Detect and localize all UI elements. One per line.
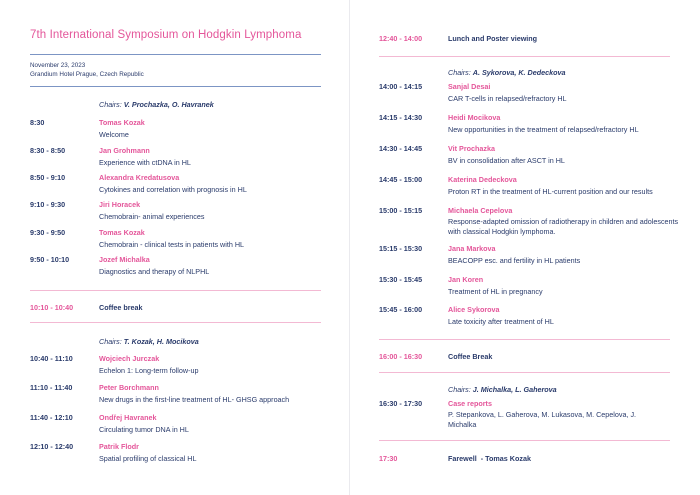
section-divider <box>30 322 321 323</box>
talk-speaker: Tomas Kozak <box>99 228 145 237</box>
talk-title: Chemobrain - clinical tests in patients with HL <box>99 240 245 249</box>
talk-speaker: Jana Markova <box>448 244 496 253</box>
talk-title: Late toxicity after treatment of HL <box>448 317 554 326</box>
talk-time: 8:30 - 8:50 <box>30 146 66 155</box>
talk-time: 15:00 - 15:15 <box>379 206 423 215</box>
section-divider <box>379 339 670 340</box>
coffee-time: 16:00 - 16:30 <box>379 352 423 361</box>
talk-title: Chemobrain- animal experiences <box>99 212 205 221</box>
talk-speaker: Jozef Michalka <box>99 255 150 264</box>
talk-time: 10:40 - 11:10 <box>30 354 73 363</box>
talk-time: 15:45 - 16:00 <box>379 305 423 314</box>
coffee-label: Coffee Break <box>448 352 493 361</box>
talk-time: 14:00 - 14:15 <box>379 82 423 91</box>
chairs-names: T. Kozak, H. Mocikova <box>123 337 199 346</box>
lunch-label: Lunch and Poster viewing <box>448 34 538 43</box>
talk-title: Proton RT in the treatment of HL-current position and our results <box>448 187 653 196</box>
talk-speaker: Wojciech Jurczak <box>99 354 160 363</box>
talk-time: 14:15 - 14:30 <box>379 113 423 122</box>
talk-speaker: Jan Grohmann <box>99 146 150 155</box>
chairs-label: Chairs: <box>99 337 122 346</box>
talk-title: Echelon 1: Long-term follow-up <box>99 366 199 375</box>
session3-chairs <box>448 68 565 77</box>
talk-time: 16:30 - 17:30 <box>379 399 423 408</box>
talk-speaker: Sanjal Desai <box>448 82 491 91</box>
event-date: November 23, 2023 <box>30 62 86 69</box>
chairs-names: A. Sykorova, K. Dedeckova <box>472 68 566 77</box>
talk-title: New opportunities in the treatment of relapsed/refractory HL <box>448 125 639 134</box>
talk-time: 11:10 - 11:40 <box>30 383 73 392</box>
talk-time: 9:50 - 10:10 <box>30 255 70 264</box>
talk-title: Welcome <box>99 130 129 139</box>
talk-title: New drugs in the first-line treatment of HL- GHSG approach <box>99 395 290 404</box>
talk-speaker: Vit Prochazka <box>448 144 496 153</box>
talk-title: P. Stepankova, L. Gaherova, M. Lukasova, M. Cepelova, J. Michalka <box>448 410 637 429</box>
talk-title: BEACOPP esc. and fertility in HL patients <box>448 256 581 265</box>
talk-title: Response-adapted omission of radiotherapy in children and adolescents with classical Hodgkin lymphoma. <box>448 217 679 236</box>
section-divider <box>30 290 321 291</box>
chairs-names: J. Michalka, L. Gaherova <box>472 385 557 394</box>
talk-speaker: Tomas Kozak <box>99 118 145 127</box>
farewell-time: 17:30 <box>379 454 398 463</box>
session2-chairs <box>99 337 199 346</box>
farewell-label: Farewell - Tomas Kozak <box>448 454 531 463</box>
talk-speaker: Jiri Horacek <box>99 200 141 209</box>
talk-speaker: Alice Sykorova <box>448 305 500 314</box>
session4-chairs <box>448 385 557 394</box>
talk-speaker: Katerina Dedeckova <box>448 175 517 184</box>
talk-title: Diagnostics and therapy of NLPHL <box>99 267 210 276</box>
program-page-right <box>350 0 700 495</box>
talk-time: 8:30 <box>30 118 45 127</box>
lunch-time: 12:40 - 14:00 <box>379 34 423 43</box>
chairs-label: Chairs: <box>99 100 122 109</box>
talk-title: Experience with ctDNA in HL <box>99 158 191 167</box>
talk-time: 14:30 - 14:45 <box>379 144 423 153</box>
talk-title: Treatment of HL in pregnancy <box>448 287 543 296</box>
talk-speaker: Ondřej Havranek <box>99 413 157 422</box>
talk-title: BV in consolidation after ASCT in HL <box>448 156 565 165</box>
talk-time: 9:10 - 9:30 <box>30 200 66 209</box>
talk-title: Circulating tumor DNA in HL <box>99 425 189 434</box>
talk-speaker: Case reports <box>448 399 492 408</box>
venue-divider <box>30 86 321 87</box>
coffee-time: 10:10 - 10:40 <box>30 303 74 312</box>
title-divider <box>30 54 321 55</box>
talk-speaker: Peter Borchmann <box>99 383 159 392</box>
talk-title: CAR T-cells in relapsed/refractory HL <box>448 94 567 103</box>
chairs-label: Chairs: <box>448 385 471 394</box>
talk-title: Spatial profiling of classical HL <box>99 454 197 463</box>
section-divider <box>379 56 670 57</box>
session1-chairs <box>99 100 214 109</box>
talk-time: 8:50 - 9:10 <box>30 173 66 182</box>
section-divider <box>379 440 670 441</box>
talk-speaker: Heidi Mocikova <box>448 113 501 122</box>
talk-speaker: Alexandra Kredatusova <box>99 173 180 182</box>
section-divider <box>379 372 670 373</box>
talk-time: 15:30 - 15:45 <box>379 275 423 284</box>
talk-speaker: Jan Koren <box>448 275 484 284</box>
event-venue: Grandium Hotel Prague, Czech Republic <box>30 71 144 78</box>
chairs-names: V. Prochazka, O. Havranek <box>123 100 214 109</box>
symposium-title: 7th International Symposium on Hodgkin Lymphoma <box>30 29 302 41</box>
chairs-label: Chairs: <box>448 68 471 77</box>
talk-time: 9:30 - 9:50 <box>30 228 66 237</box>
talk-speaker: Michaela Cepelova <box>448 206 513 215</box>
talk-title: Cytokines and correlation with prognosis in HL <box>99 185 247 194</box>
talk-time: 15:15 - 15:30 <box>379 244 423 253</box>
talk-time: 12:10 - 12:40 <box>30 442 74 451</box>
talk-speaker: Patrik Flodr <box>99 442 139 451</box>
talk-time: 14:45 - 15:00 <box>379 175 423 184</box>
talk-time: 11:40 - 12:10 <box>30 413 73 422</box>
coffee-label: Coffee break <box>99 303 143 312</box>
